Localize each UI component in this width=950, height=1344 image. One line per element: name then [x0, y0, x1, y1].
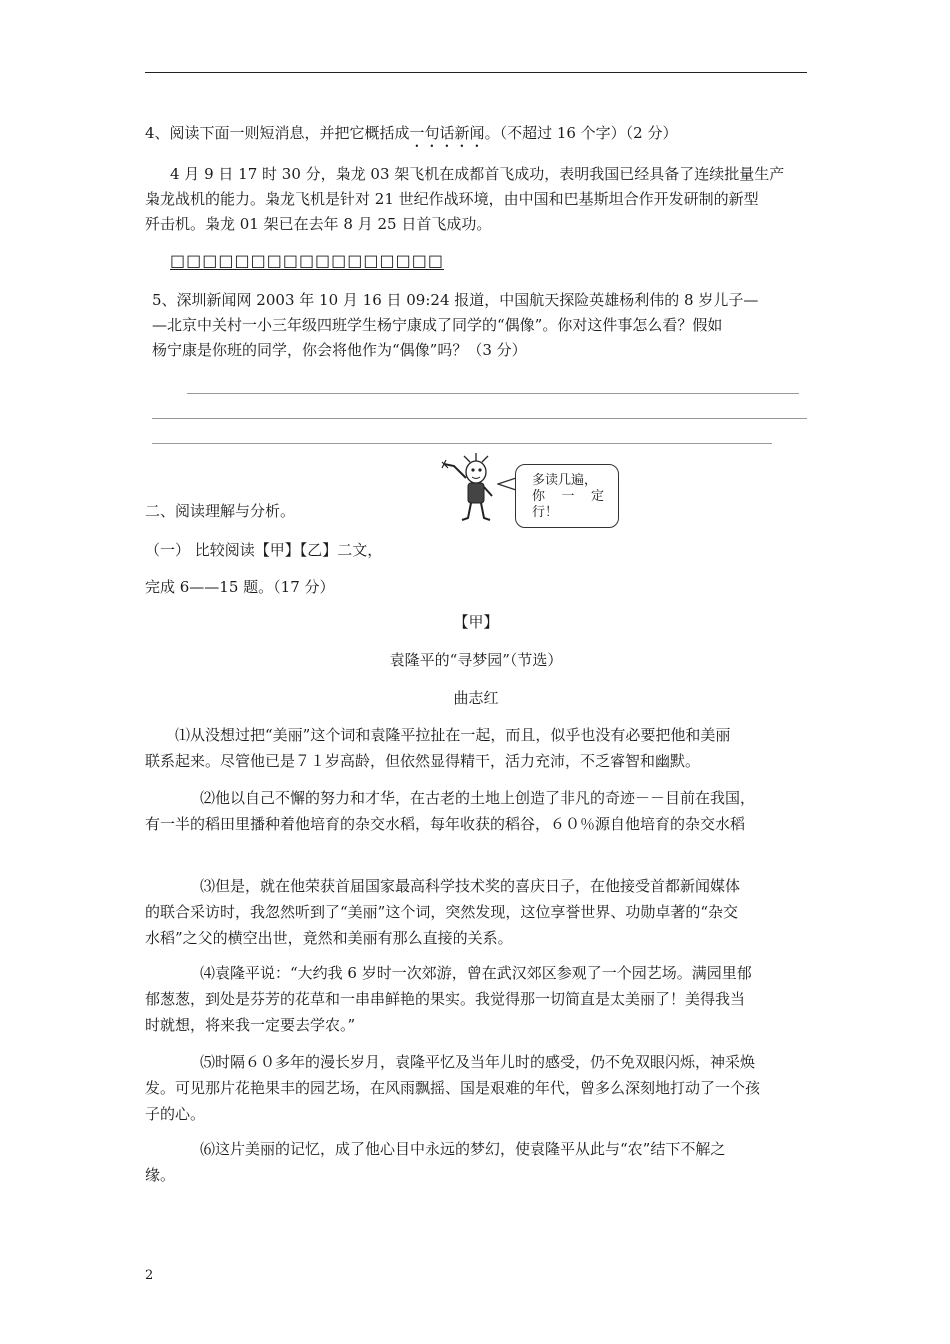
speech-bubble — [515, 464, 619, 528]
paragraph-line: 郁葱葱，到处是芬芳的花草和一串串鲜艳的果实。我觉得那一切简直是太美丽了！美得我当 — [145, 990, 746, 1008]
bubble-line: 行！ — [532, 505, 559, 520]
q4-body-line: 枭龙战机的能力。枭龙飞机是针对 21 世纪作战环境，由中国和巴基斯坦合作开发研制的新型 — [145, 190, 759, 208]
article-title: 袁隆平的“寻梦园”（节选） — [389, 651, 563, 669]
paragraph-line: 有一半的稻田里播种着他培育的杂交水稻，每年收获的稻谷，６０％源自他培育的杂交水稻 — [145, 815, 746, 833]
header-rule — [145, 72, 807, 73]
section-subheading: （一） 比较阅读【甲】【乙】二文， — [145, 541, 383, 559]
answer-line[interactable] — [187, 393, 799, 394]
answer-line[interactable] — [152, 418, 807, 419]
q5-line: —北京中关村一小三年级四班学生杨宁康成了同学的“偶像”。你对这件事怎么看？假如 — [152, 316, 723, 334]
q4-prompt: 4、阅读下面一则短消息，并把它概括成一句话新闻。（不超过 16 个字）（2 分） — [145, 124, 678, 142]
reading-mascot-icon — [440, 452, 502, 524]
article-marker: 【甲】 — [453, 613, 499, 631]
paragraph-line: 缘。 — [145, 1166, 176, 1184]
paragraph-line: 时就想，将来我一定要去学农。” — [145, 1016, 356, 1034]
emphasized-text: 一句话新闻 — [409, 124, 485, 142]
answer-boxes[interactable]: □□□□□□□□□□□□□□□□□ — [170, 251, 444, 270]
paragraph-line: 联系起来。尽管他已是７１岁高龄，但依然显得精干，活力充沛，不乏睿智和幽默。 — [145, 752, 701, 770]
q5-line: 5、深圳新闻网 2003 年 10 月 16 日 09:24 报道，中国航天探险英雄杨利伟的 8 岁儿子— — [152, 291, 759, 309]
paragraph-line: ⑹这片美丽的记忆，成了他心目中永远的梦幻，使袁隆平从此与“农”结下不解之 — [200, 1140, 726, 1158]
q5-line: 杨宁康是你班的同学，你会将他作为“偶像”吗？（3 分） — [152, 341, 527, 359]
paragraph-line: ⑵他以自己不懈的努力和才华，在古老的土地上创造了非凡的奇迹－－目前在我国， — [200, 789, 756, 807]
paragraph-line: ⑶但是，就在他荣获首届国家最高科学技术奖的喜庆日子，在他接受首都新闻媒体 — [200, 877, 741, 895]
speech-bubble-tail-icon — [497, 476, 517, 492]
section-heading: 二、阅读理解与分析。 — [145, 502, 296, 520]
q4-body-line: 歼击机。枭龙 01 架已在去年 8 月 25 日首飞成功。 — [145, 215, 492, 233]
paragraph-line: 子的心。 — [145, 1105, 206, 1123]
answer-line[interactable] — [152, 443, 772, 444]
bubble-line: 你 一 定 — [532, 489, 604, 504]
paragraph-line: ⑴从没想过把“美丽”这个词和袁隆平拉扯在一起，而且，似乎也没有必要把他和美丽 — [175, 726, 731, 744]
paragraph-line: 的联合采访时，我忽然听到了“美丽”这个词，突然发现，这位享誉世界、功勋卓著的“杂交 — [145, 903, 739, 921]
article-author: 曲志红 — [453, 689, 499, 707]
bubble-line: 多读几遍， — [532, 473, 598, 488]
page-number: 2 — [145, 1268, 154, 1283]
section-subheading: 完成 6——15 题。（17 分） — [145, 578, 335, 596]
paragraph-line: 发。可见那片花艳果丰的园艺场，在风雨飘摇、国是艰难的年代，曾多么深刻地打动了一个孩 — [145, 1079, 761, 1097]
paragraph-line: 水稻”之父的横空出世，竟然和美丽有那么直接的关系。 — [145, 929, 513, 947]
paragraph-line: ⑷袁隆平说：“大约我 6 岁时一次郊游，曾在武汉郊区参观了一个园艺场。满园里郁 — [200, 964, 752, 982]
q4-body-line: 4 月 9 日 17 时 30 分，枭龙 03 架飞机在成都首飞成功，表明我国已经具备了连续批量生产 — [170, 165, 785, 183]
paragraph-line: ⑸时隔６０多年的漫长岁月，袁隆平忆及当年儿时的感受，仍不免双眼闪烁，神采焕 — [200, 1053, 756, 1071]
